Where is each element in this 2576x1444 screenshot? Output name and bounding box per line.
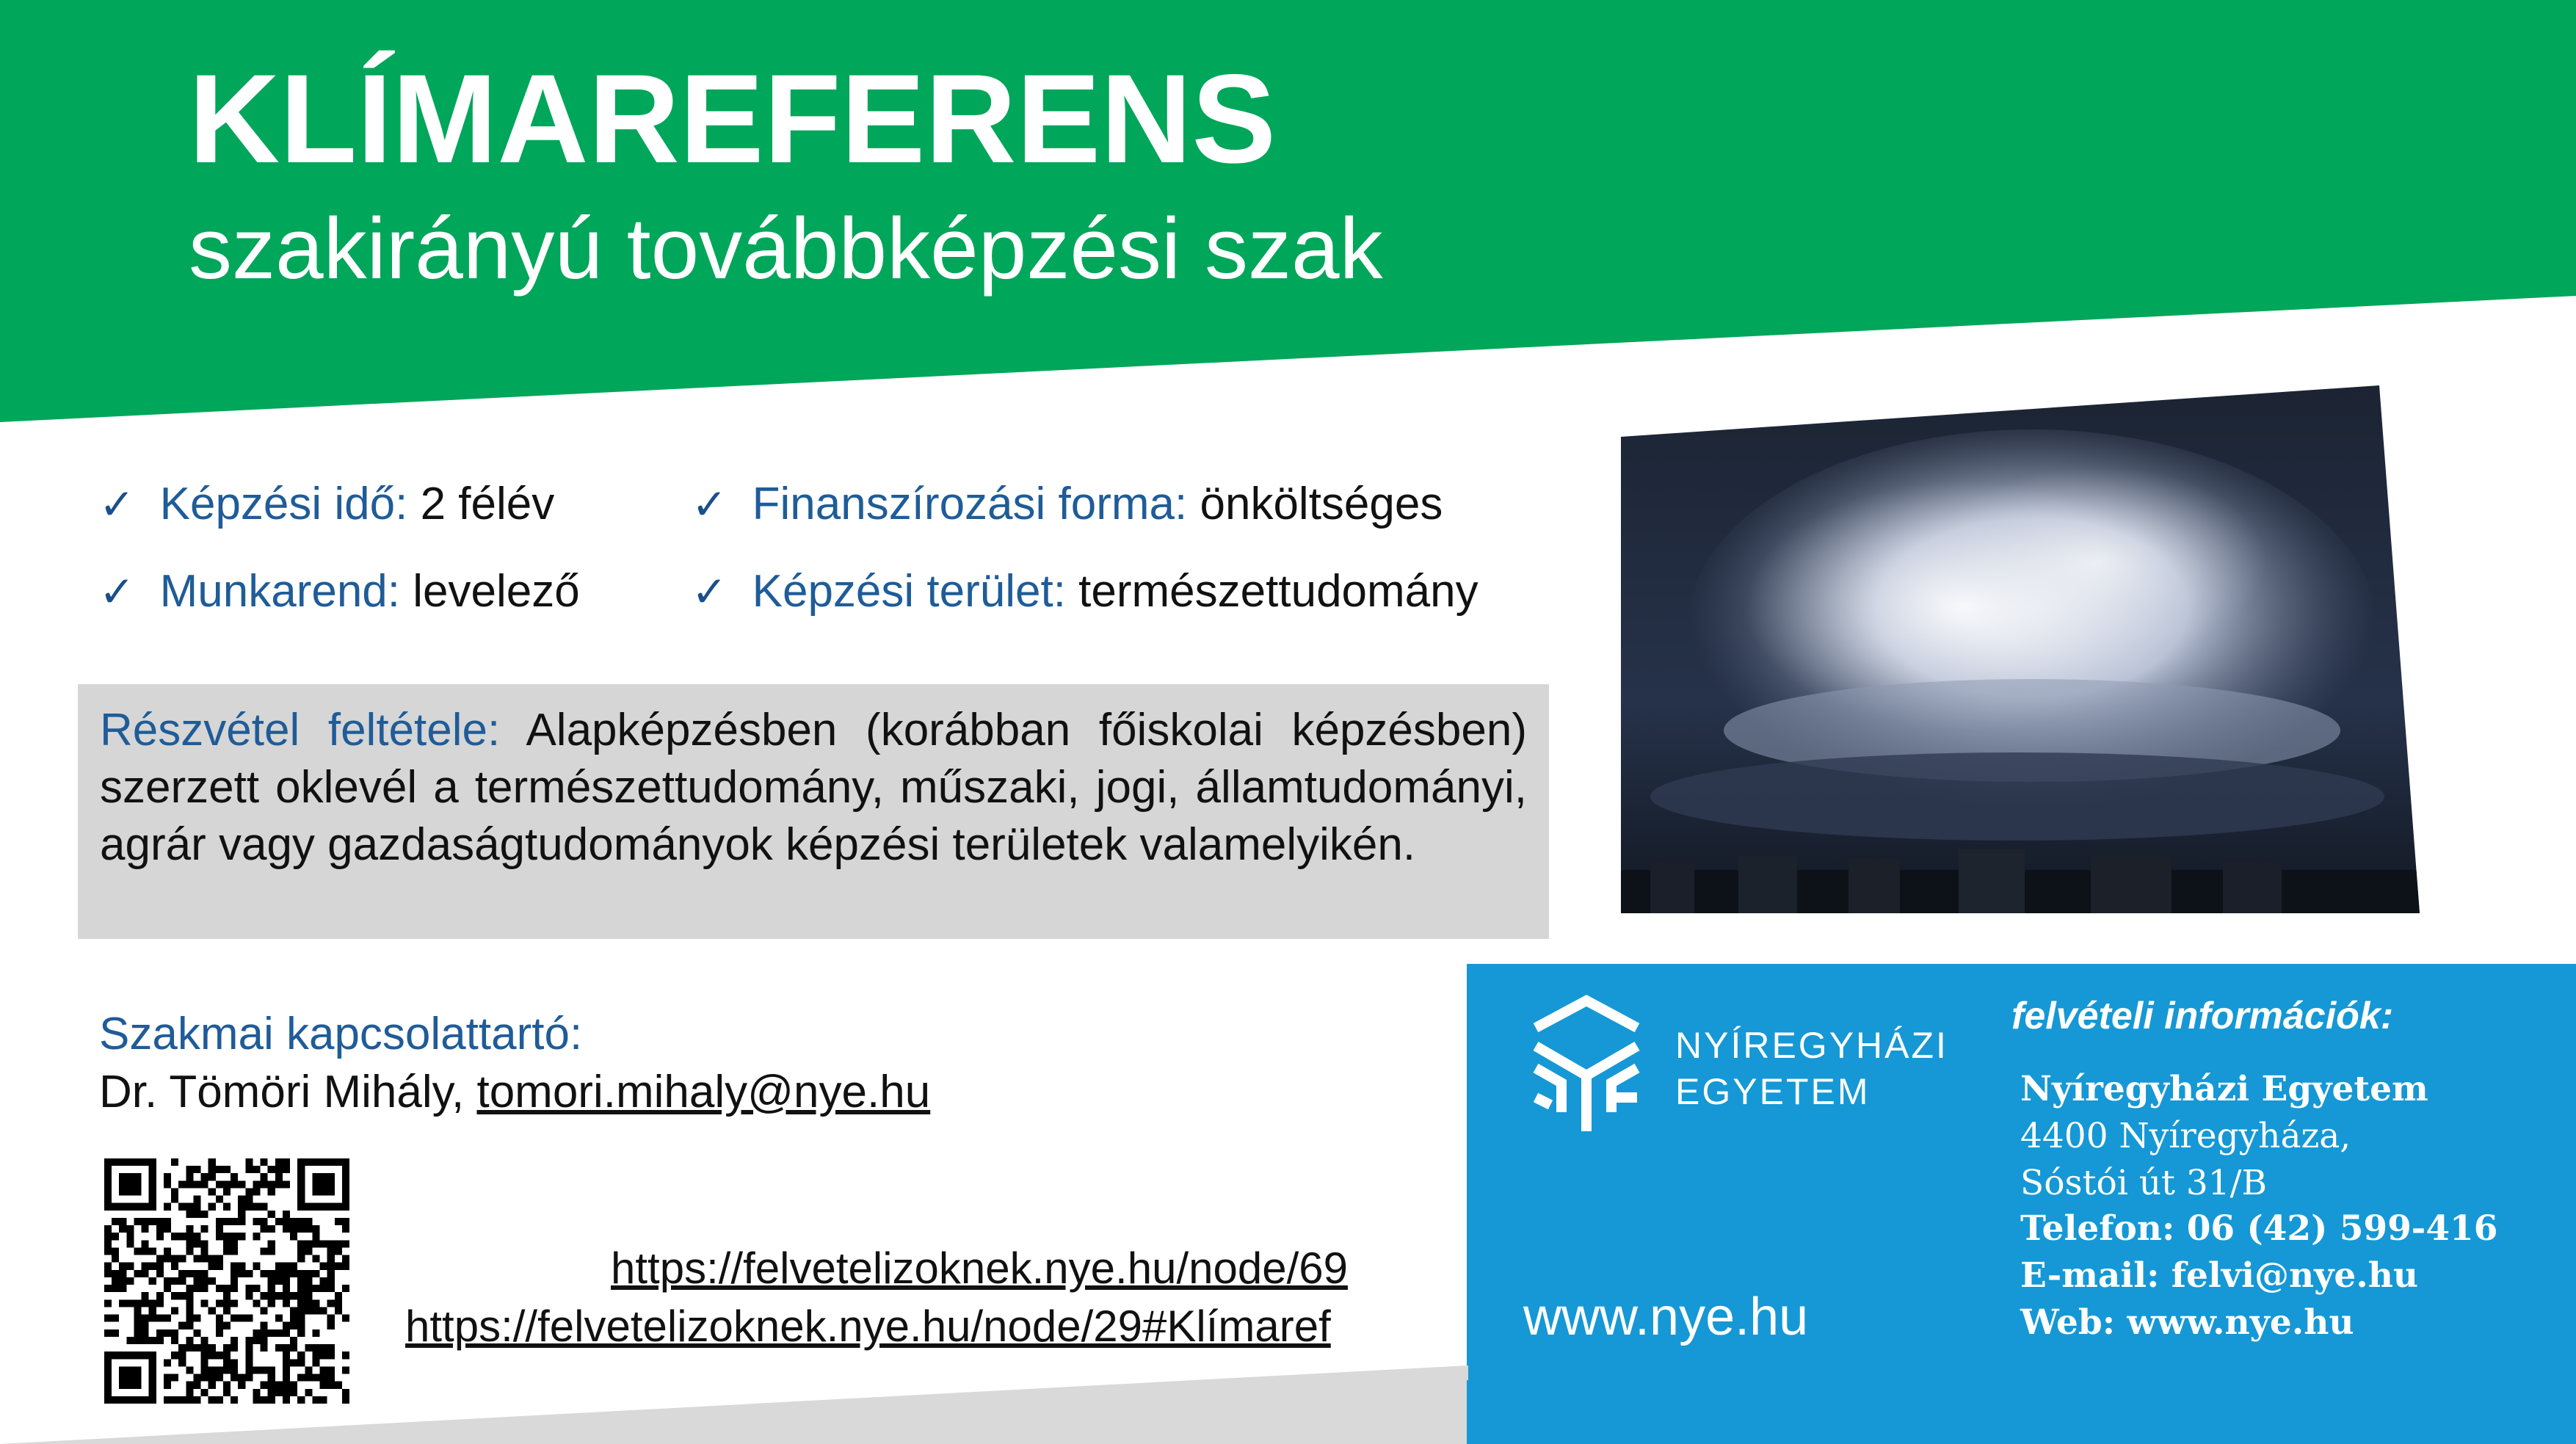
checkmark-icon: ✓ [99, 568, 135, 616]
page-subtitle: szakirányú továbbképzési szak [189, 200, 1383, 297]
admissions-phone: Telefon: 06 (42) 599-416 [2020, 1208, 2498, 1249]
admissions-web: Web: www.nye.hu [2020, 1302, 2354, 1343]
info-label: Finanszírozási forma: [752, 479, 1188, 529]
link-node-29[interactable]: https://felvetelizoknek.nye.hu/node/29#Klímaref [405, 1302, 1331, 1351]
contact-line [99, 1067, 931, 1117]
admissions-email: E-mail: felvi@nye.hu [2020, 1255, 2419, 1296]
info-item-financing [692, 479, 1443, 529]
requirement-body: Alapképzésben (korábban főiskolai képzésben) szerzett oklevél a természettudomány, műszaki, jogi, államtudományi, agrár vagy gazdaságtudományok képzési területek valamelyikén. [100, 705, 1528, 870]
info-value: természettudomány [1065, 566, 1479, 617]
requirement-label: Részvétel feltétele: [100, 705, 501, 755]
page-title: KLÍMAREFERENS [189, 48, 1277, 189]
info-label: Munkarend: [159, 566, 401, 617]
info-item-schedule [99, 566, 580, 617]
info-label: Képzési idő: [159, 479, 408, 529]
storm-cloud-photo [1621, 385, 2420, 913]
contact-email-link[interactable]: tomori.mihaly@nye.hu [476, 1067, 931, 1117]
checkmark-icon: ✓ [692, 568, 728, 616]
checkmark-icon: ✓ [99, 481, 135, 529]
info-value: levelező [400, 566, 580, 617]
info-value: 2 félév [407, 479, 555, 529]
checkmark-icon: ✓ [692, 481, 728, 529]
contact-name: Dr. Tömöri Mihály, [99, 1067, 477, 1117]
qr-code-icon[interactable] [103, 1158, 351, 1404]
admissions-header: felvételi információk: [2011, 995, 2394, 1037]
requirement-box [78, 684, 1549, 939]
requirement-text [100, 702, 1527, 874]
logo-text-line1: NYÍREGYHÁZI [1675, 1025, 1948, 1066]
link-node-69[interactable]: https://felvetelizoknek.nye.hu/node/69 [611, 1244, 1349, 1293]
blue-panel-footer [1467, 1380, 2576, 1444]
contact-label: Szakmai kapcsolattartó: [99, 1009, 583, 1059]
admissions-address1: 4400 Nyíregyháza, [2020, 1116, 2351, 1156]
logo-text-line2: EGYETEM [1675, 1071, 1871, 1112]
info-item-duration [99, 479, 555, 529]
university-logo-icon [1521, 995, 1652, 1137]
admissions-org: Nyíregyházi Egyetem [2020, 1069, 2428, 1109]
website-link[interactable]: www.nye.hu [1523, 1288, 1809, 1346]
info-label: Képzési terület: [752, 566, 1066, 617]
info-item-field [692, 566, 1479, 617]
admissions-address2: Sóstói út 31/B [2020, 1163, 2268, 1203]
info-value: önköltséges [1187, 479, 1443, 529]
